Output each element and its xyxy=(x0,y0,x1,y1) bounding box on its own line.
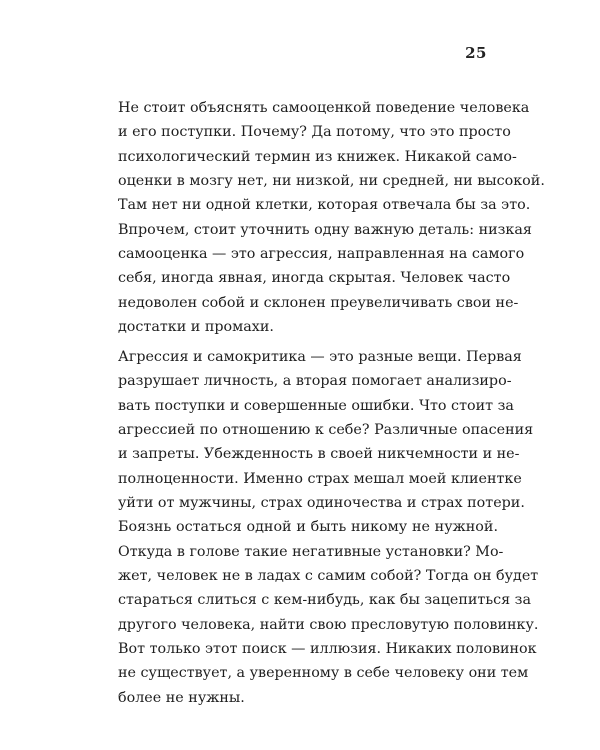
text-line: разрушает личность, а вторая помогает анализиро- xyxy=(118,373,512,390)
text-line: и его поступки. Почему? Да потому, что это просто xyxy=(118,124,511,141)
page-number: 25 xyxy=(465,44,487,62)
text-line: вать поступки и совершенные ошибки. Что стоит за xyxy=(118,397,514,414)
text-line: стараться слиться с кем-нибудь, как бы зацепиться за xyxy=(118,592,532,609)
text-line: жет, человек не в ладах с самим собой? Тогда он будет xyxy=(118,568,539,585)
text-line: самооценка — это агрессия, направленная на самого xyxy=(118,246,525,263)
paragraph-self-esteem xyxy=(118,96,545,339)
text-line: Впрочем, стоит уточнить одну важную деталь: низкая xyxy=(118,221,532,238)
text-line: психологический термин из книжек. Никакой само- xyxy=(118,148,517,165)
text-line: Боязнь остаться одной и быть никому не нужной. xyxy=(118,519,498,536)
paragraph-aggression xyxy=(118,345,539,710)
text-line: более не нужны. xyxy=(118,689,245,706)
text-line: себя, иногда явная, иногда скрытая. Человек часто xyxy=(118,270,511,287)
text-line: Там нет ни одной клетки, которая отвечала бы за это. xyxy=(118,197,531,214)
text-line: и запреты. Убежденность в своей никчемности и не- xyxy=(118,446,520,463)
text-line: уйти от мужчины, страх одиночества и страх потери. xyxy=(118,495,525,512)
text-line: Вот только этот поиск — иллюзия. Никаких половинок xyxy=(118,641,537,658)
text-line: достатки и промахи. xyxy=(118,319,274,336)
text-line: недоволен собой и склонен преувеличивать свои не- xyxy=(118,294,519,311)
text-line: другого человека, найти свою пресловутую половинку. xyxy=(118,616,539,633)
text-line: полноценности. Именно страх мешал моей клиентке xyxy=(118,470,522,487)
text-line: Откуда в голове такие негативные установки? Мо- xyxy=(118,543,504,560)
text-line: не существует, а уверенному в себе человеку они тем xyxy=(118,665,529,682)
text-line: оценки в мозгу нет, ни низкой, ни средней, ни высокой. xyxy=(118,173,545,190)
text-line: Не стоит объяснять самооценкой поведение человека xyxy=(118,100,530,116)
text-line: Агрессия и самокритика — это разные вещи. Первая xyxy=(118,349,522,365)
text-line: агрессией по отношению к себе? Различные опасения xyxy=(118,422,534,439)
